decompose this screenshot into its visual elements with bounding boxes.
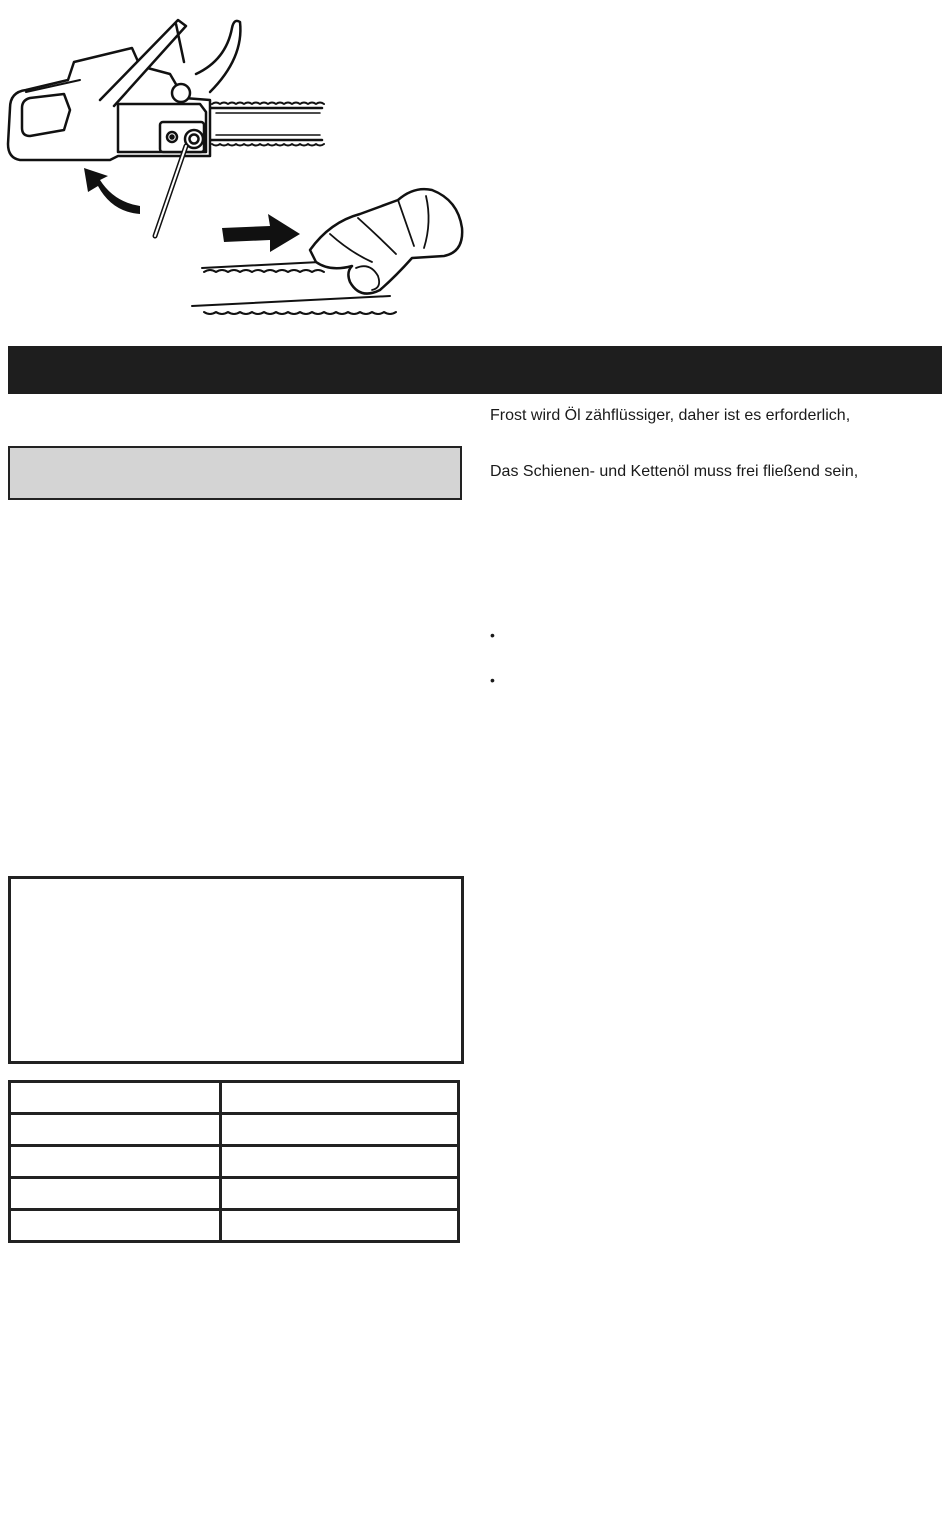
push-arrow — [222, 214, 300, 252]
table-cell-value — [221, 1178, 459, 1210]
frost-oil-paragraph: Frost wird Öl zähflüssiger, daher ist es erforderlich, — [490, 407, 851, 424]
table-cell-value — [221, 1146, 459, 1178]
table-cell-value — [221, 1114, 459, 1146]
table-cell-label — [10, 1146, 221, 1178]
table-cell-value — [221, 1082, 459, 1114]
chainsaw-oil-adjustment-illustration — [0, 0, 470, 325]
table-row — [10, 1146, 459, 1178]
bar-chain-oil-paragraph: Das Schienen- und Kettenöl muss frei fließend sein, — [490, 463, 859, 480]
table-cell-label — [10, 1178, 221, 1210]
subheading-box — [8, 446, 462, 500]
bullet-marker-1: • — [490, 627, 495, 643]
table-row — [10, 1210, 459, 1242]
section-header-bar — [8, 346, 942, 394]
table-cell-value — [221, 1210, 459, 1242]
guide-bar — [210, 103, 324, 146]
note-box — [8, 876, 464, 1064]
gloved-hand — [310, 189, 462, 293]
table-cell-label — [10, 1082, 221, 1114]
bullet-marker-2: • — [490, 672, 495, 688]
screwdriver — [155, 146, 186, 236]
table-row — [10, 1178, 459, 1210]
chainsaw-body — [8, 20, 240, 160]
spec-table — [8, 1080, 460, 1243]
table-cell-label — [10, 1114, 221, 1146]
table-row — [10, 1114, 459, 1146]
table-cell-label — [10, 1210, 221, 1242]
rotation-arrow — [84, 168, 140, 214]
table-row — [10, 1082, 459, 1114]
